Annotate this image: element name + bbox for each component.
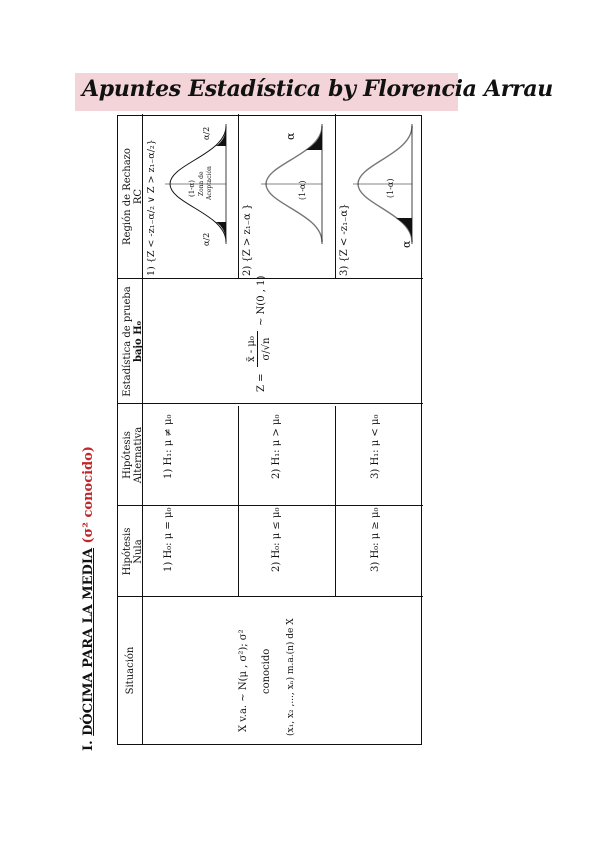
row-divider [238, 406, 239, 597]
right-tailed-normal-curve [256, 124, 331, 244]
section-title-text: DÓCIMA PARA LA MEDIA [81, 548, 96, 736]
statistic-distribution: ~ N(0 , 1) [256, 275, 267, 326]
header-nula-line2: Nula [133, 539, 144, 564]
col-divider [118, 596, 423, 597]
rotated-content [81, 115, 422, 751]
statistic-numerator: x̄ - μ₀ [246, 331, 258, 367]
hypothesis-table [117, 115, 422, 745]
header-est-line1: Estadística de prueba [122, 286, 133, 397]
section-number: I. [81, 740, 96, 751]
label-one-minus-alpha: (1-α) [298, 180, 307, 200]
header-rr-line2: RC [133, 188, 144, 205]
situation-line1: X v.a. ~ N(μ , σ²); σ² [238, 629, 249, 732]
header-nula [122, 506, 144, 597]
label-alpha: α [400, 240, 413, 248]
label-one-minus-alpha: (1-α) [386, 178, 395, 198]
rc-row-1: 1) {Z < -z₁₋α/₂ ∨ Z > z₁₋α/₂} [146, 139, 157, 276]
label-half-alpha-left: α/2 [202, 232, 211, 246]
section-title [81, 446, 96, 751]
row-divider [335, 114, 336, 279]
situation-line3: (x₁, x₂ ,..., xₙ) m.a.(n) de X [286, 618, 296, 736]
situation-line2: conocido [261, 648, 272, 694]
rc-row-2: 2) {Z > z₁₋α } [242, 203, 253, 276]
banner-title: Apuntes Estadística by Florencia Arrau [82, 76, 553, 102]
two-tailed-normal-curve [160, 124, 235, 244]
label-half-alpha-right: α/2 [202, 126, 211, 140]
header-situacion: Situación [125, 646, 136, 695]
null-hypothesis-3: 3) H₀: μ ≥ μ₀ [370, 507, 381, 572]
header-alt-line2: Alternativa [133, 426, 144, 484]
rc-row-3: 3) {Z < -z₁₋α} [339, 203, 350, 276]
row-divider [238, 114, 239, 279]
header-est-line2: bajo H₀ [133, 320, 144, 363]
header-region [122, 114, 144, 279]
col-divider [118, 278, 423, 279]
statistic-denominator: σ/√n [261, 337, 272, 361]
alt-hypothesis-3: 3) H₁: μ < μ₀ [370, 414, 381, 479]
row-divider [335, 406, 336, 597]
label-one-minus-alpha: (1-α) [188, 179, 196, 197]
section-subtitle: (σ² conocido) [81, 446, 96, 544]
label-zona: Zona de [198, 171, 205, 196]
statistic-lhs: Z = [256, 373, 267, 392]
label-aceptacion: Aceptación [206, 166, 213, 200]
col-divider [118, 403, 423, 404]
header-alternativa [122, 404, 144, 506]
alt-hypothesis-2: 2) H₁: μ > μ₀ [271, 414, 282, 479]
header-nula-line1: Hipótesis [122, 527, 133, 576]
null-hypothesis-1: 1) H₀: μ = μ₀ [163, 507, 174, 572]
left-tailed-normal-curve [350, 124, 422, 248]
header-estadistica [122, 279, 144, 404]
col-divider [118, 505, 423, 506]
header-rr-line1: Región de Rechazo [122, 148, 133, 245]
null-hypothesis-2: 2) H₀: μ ≤ μ₀ [271, 507, 282, 572]
label-alpha: α [284, 132, 297, 140]
alt-hypothesis-1: 1) H₁: μ ≠ μ₀ [163, 414, 174, 479]
header-alt-line1: Hipótesis [122, 431, 133, 479]
